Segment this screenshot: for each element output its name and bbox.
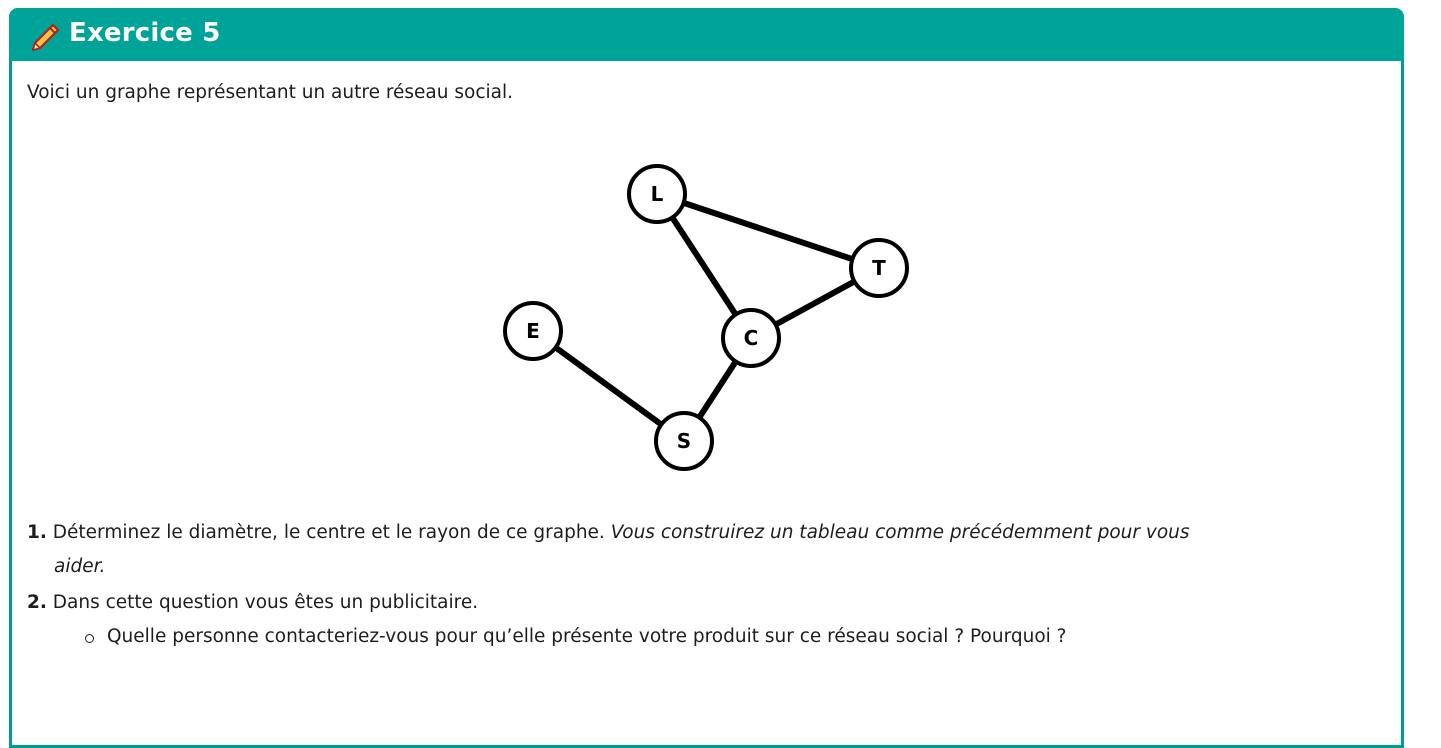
pencil-icon: [27, 22, 61, 56]
question-1-hint: Vous construirez un tableau comme précédemment pour vous: [610, 522, 1190, 543]
node-label-L: L: [650, 182, 664, 206]
question-2-bullet: Quelle personne contacteriez-vous pour qu’elle présente votre produit sur ce réseau social ? Pourquoi ?: [107, 626, 1067, 647]
social-network-graph: [480, 150, 886, 480]
node-label-E: E: [526, 319, 540, 343]
question-1-number: 1.: [27, 522, 47, 543]
node-label-S: S: [676, 429, 692, 453]
question-2: [27, 586, 478, 620]
intro-text: Voici un graphe représentant un autre réseau social.: [27, 82, 513, 103]
question-1-text: Déterminez le diamètre, le centre et le rayon de ce graphe.: [52, 522, 611, 543]
exercise-header: [9, 8, 1404, 61]
exercise-title: Exercice 5: [69, 18, 221, 48]
question-2-number: 2.: [27, 592, 47, 613]
question-1-hint-cont: aider.: [54, 556, 106, 577]
node-label-T: T: [872, 256, 886, 280]
node-label-C: C: [743, 326, 759, 350]
bullet-marker: [85, 634, 94, 643]
question-1: [27, 516, 1387, 584]
question-2-text: Dans cette question vous êtes un publicitaire.: [52, 592, 479, 613]
